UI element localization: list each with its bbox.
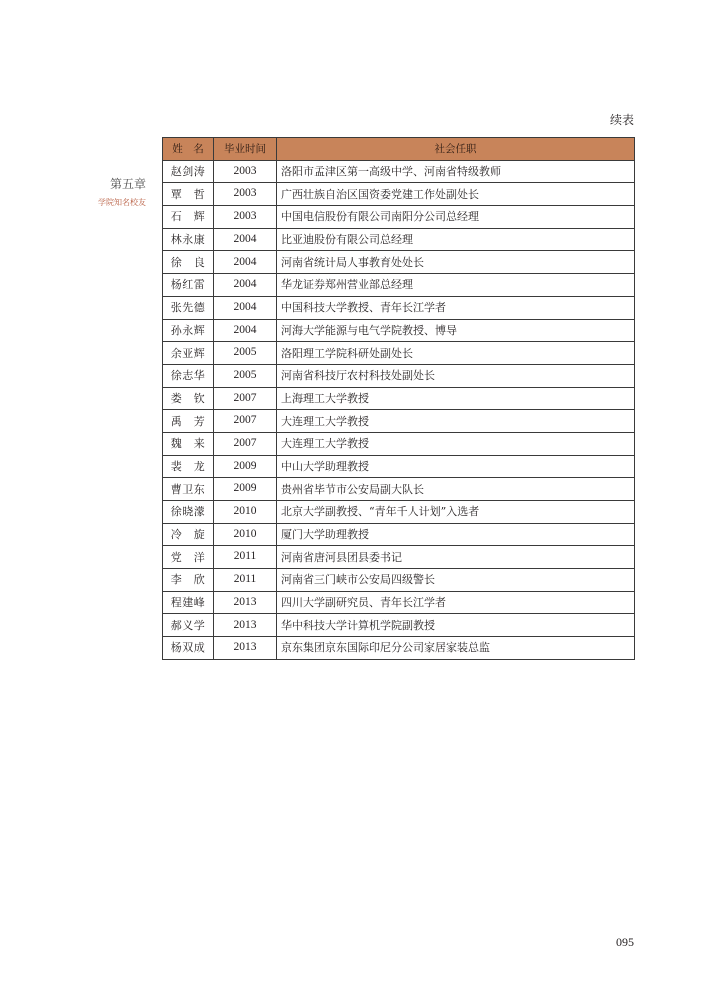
alumnus-name: 徐晓濛 (163, 501, 214, 524)
alumnus-name: 裴 龙 (163, 455, 214, 478)
table-row (163, 183, 635, 206)
header-social-position: 社会任职 (277, 138, 635, 161)
graduation-year: 2005 (214, 364, 277, 387)
alumnus-name: 李 欣 (163, 569, 214, 592)
table-header-row (163, 138, 635, 161)
social-position: 洛阳市孟津区第一高级中学、河南省特级教师 (277, 160, 635, 183)
table-row (163, 432, 635, 455)
graduation-year: 2013 (214, 614, 277, 637)
section-label: 学院知名校友 (98, 198, 146, 207)
table-row (163, 206, 635, 229)
table-row (163, 319, 635, 342)
table-row (163, 274, 635, 297)
social-position: 贵州省毕节市公安局副大队长 (277, 478, 635, 501)
alumnus-name: 娄 钦 (163, 387, 214, 410)
table-row (163, 228, 635, 251)
graduation-year: 2004 (214, 274, 277, 297)
table-row (163, 296, 635, 319)
table-body (163, 160, 635, 659)
social-position: 四川大学副研究员、青年长江学者 (277, 591, 635, 614)
alumnus-name: 林永康 (163, 228, 214, 251)
table-row (163, 546, 635, 569)
alumnus-name: 魏 来 (163, 432, 214, 455)
graduation-year: 2004 (214, 319, 277, 342)
social-position: 洛阳理工学院科研处副处长 (277, 342, 635, 365)
social-position: 中国科技大学教授、青年长江学者 (277, 296, 635, 319)
graduation-year: 2010 (214, 501, 277, 524)
table-row (163, 478, 635, 501)
social-position: 京东集团京东国际印尼分公司家居家装总监 (277, 637, 635, 660)
social-position: 上海理工大学教授 (277, 387, 635, 410)
social-position: 河海大学能源与电气学院教授、博导 (277, 319, 635, 342)
table-row (163, 523, 635, 546)
graduation-year: 2013 (214, 637, 277, 660)
table-row (163, 637, 635, 660)
table-row (163, 342, 635, 365)
alumnus-name: 石 辉 (163, 206, 214, 229)
table-header (163, 138, 635, 161)
continued-table-label: 续表 (609, 113, 634, 127)
social-position: 华中科技大学计算机学院副教授 (277, 614, 635, 637)
graduation-year: 2010 (214, 523, 277, 546)
table-row (163, 614, 635, 637)
graduation-year: 2009 (214, 455, 277, 478)
alumni-table (162, 137, 635, 660)
table-row (163, 591, 635, 614)
table-row (163, 364, 635, 387)
alumnus-name: 徐志华 (163, 364, 214, 387)
social-position: 大连理工大学教授 (277, 432, 635, 455)
social-position: 华龙证券郑州营业部总经理 (277, 274, 635, 297)
social-position: 河南省三门峡市公安局四级警长 (277, 569, 635, 592)
social-position: 河南省唐河县团县委书记 (277, 546, 635, 569)
graduation-year: 2005 (214, 342, 277, 365)
graduation-year: 2011 (214, 569, 277, 592)
alumnus-name: 孙永辉 (163, 319, 214, 342)
alumnus-name: 曹卫东 (163, 478, 214, 501)
social-position: 河南省科技厅农村科技处副处长 (277, 364, 635, 387)
social-position: 大连理工大学教授 (277, 410, 635, 433)
alumnus-name: 程建峰 (163, 591, 214, 614)
graduation-year: 2011 (214, 546, 277, 569)
social-position: 厦门大学助理教授 (277, 523, 635, 546)
social-position: 比亚迪股份有限公司总经理 (277, 228, 635, 251)
social-position: 河南省统计局人事教育处处长 (277, 251, 635, 274)
social-position: 中国电信股份有限公司南阳分公司总经理 (277, 206, 635, 229)
alumnus-name: 余亚辉 (163, 342, 214, 365)
table-row (163, 251, 635, 274)
graduation-year: 2003 (214, 183, 277, 206)
alumnus-name: 党 洋 (163, 546, 214, 569)
alumnus-name: 赵剑涛 (163, 160, 214, 183)
chapter-label: 第五章 (109, 177, 146, 191)
alumnus-name: 郝义学 (163, 614, 214, 637)
social-position: 北京大学副教授、“青年千人计划”入选者 (277, 501, 635, 524)
alumnus-name: 杨双成 (163, 637, 214, 660)
alumnus-name: 覃 哲 (163, 183, 214, 206)
table-row (163, 160, 635, 183)
alumnus-name: 张先德 (163, 296, 214, 319)
alumnus-name: 徐 良 (163, 251, 214, 274)
graduation-year: 2009 (214, 478, 277, 501)
table-row (163, 455, 635, 478)
alumnus-name: 禹 芳 (163, 410, 214, 433)
graduation-year: 2004 (214, 251, 277, 274)
graduation-year: 2004 (214, 296, 277, 319)
graduation-year: 2007 (214, 387, 277, 410)
table-row (163, 501, 635, 524)
graduation-year: 2007 (214, 410, 277, 433)
graduation-year: 2013 (214, 591, 277, 614)
graduation-year: 2007 (214, 432, 277, 455)
table-row (163, 387, 635, 410)
social-position: 广西壮族自治区国资委党建工作处副处长 (277, 183, 635, 206)
graduation-year: 2004 (214, 228, 277, 251)
alumnus-name: 冷 旋 (163, 523, 214, 546)
graduation-year: 2003 (214, 206, 277, 229)
page-number: 095 (616, 935, 634, 949)
graduation-year: 2003 (214, 160, 277, 183)
table-row (163, 569, 635, 592)
header-name: 姓 名 (163, 138, 214, 161)
header-graduation-year: 毕业时间 (214, 138, 277, 161)
alumnus-name: 杨红雷 (163, 274, 214, 297)
table-row (163, 410, 635, 433)
social-position: 中山大学助理教授 (277, 455, 635, 478)
